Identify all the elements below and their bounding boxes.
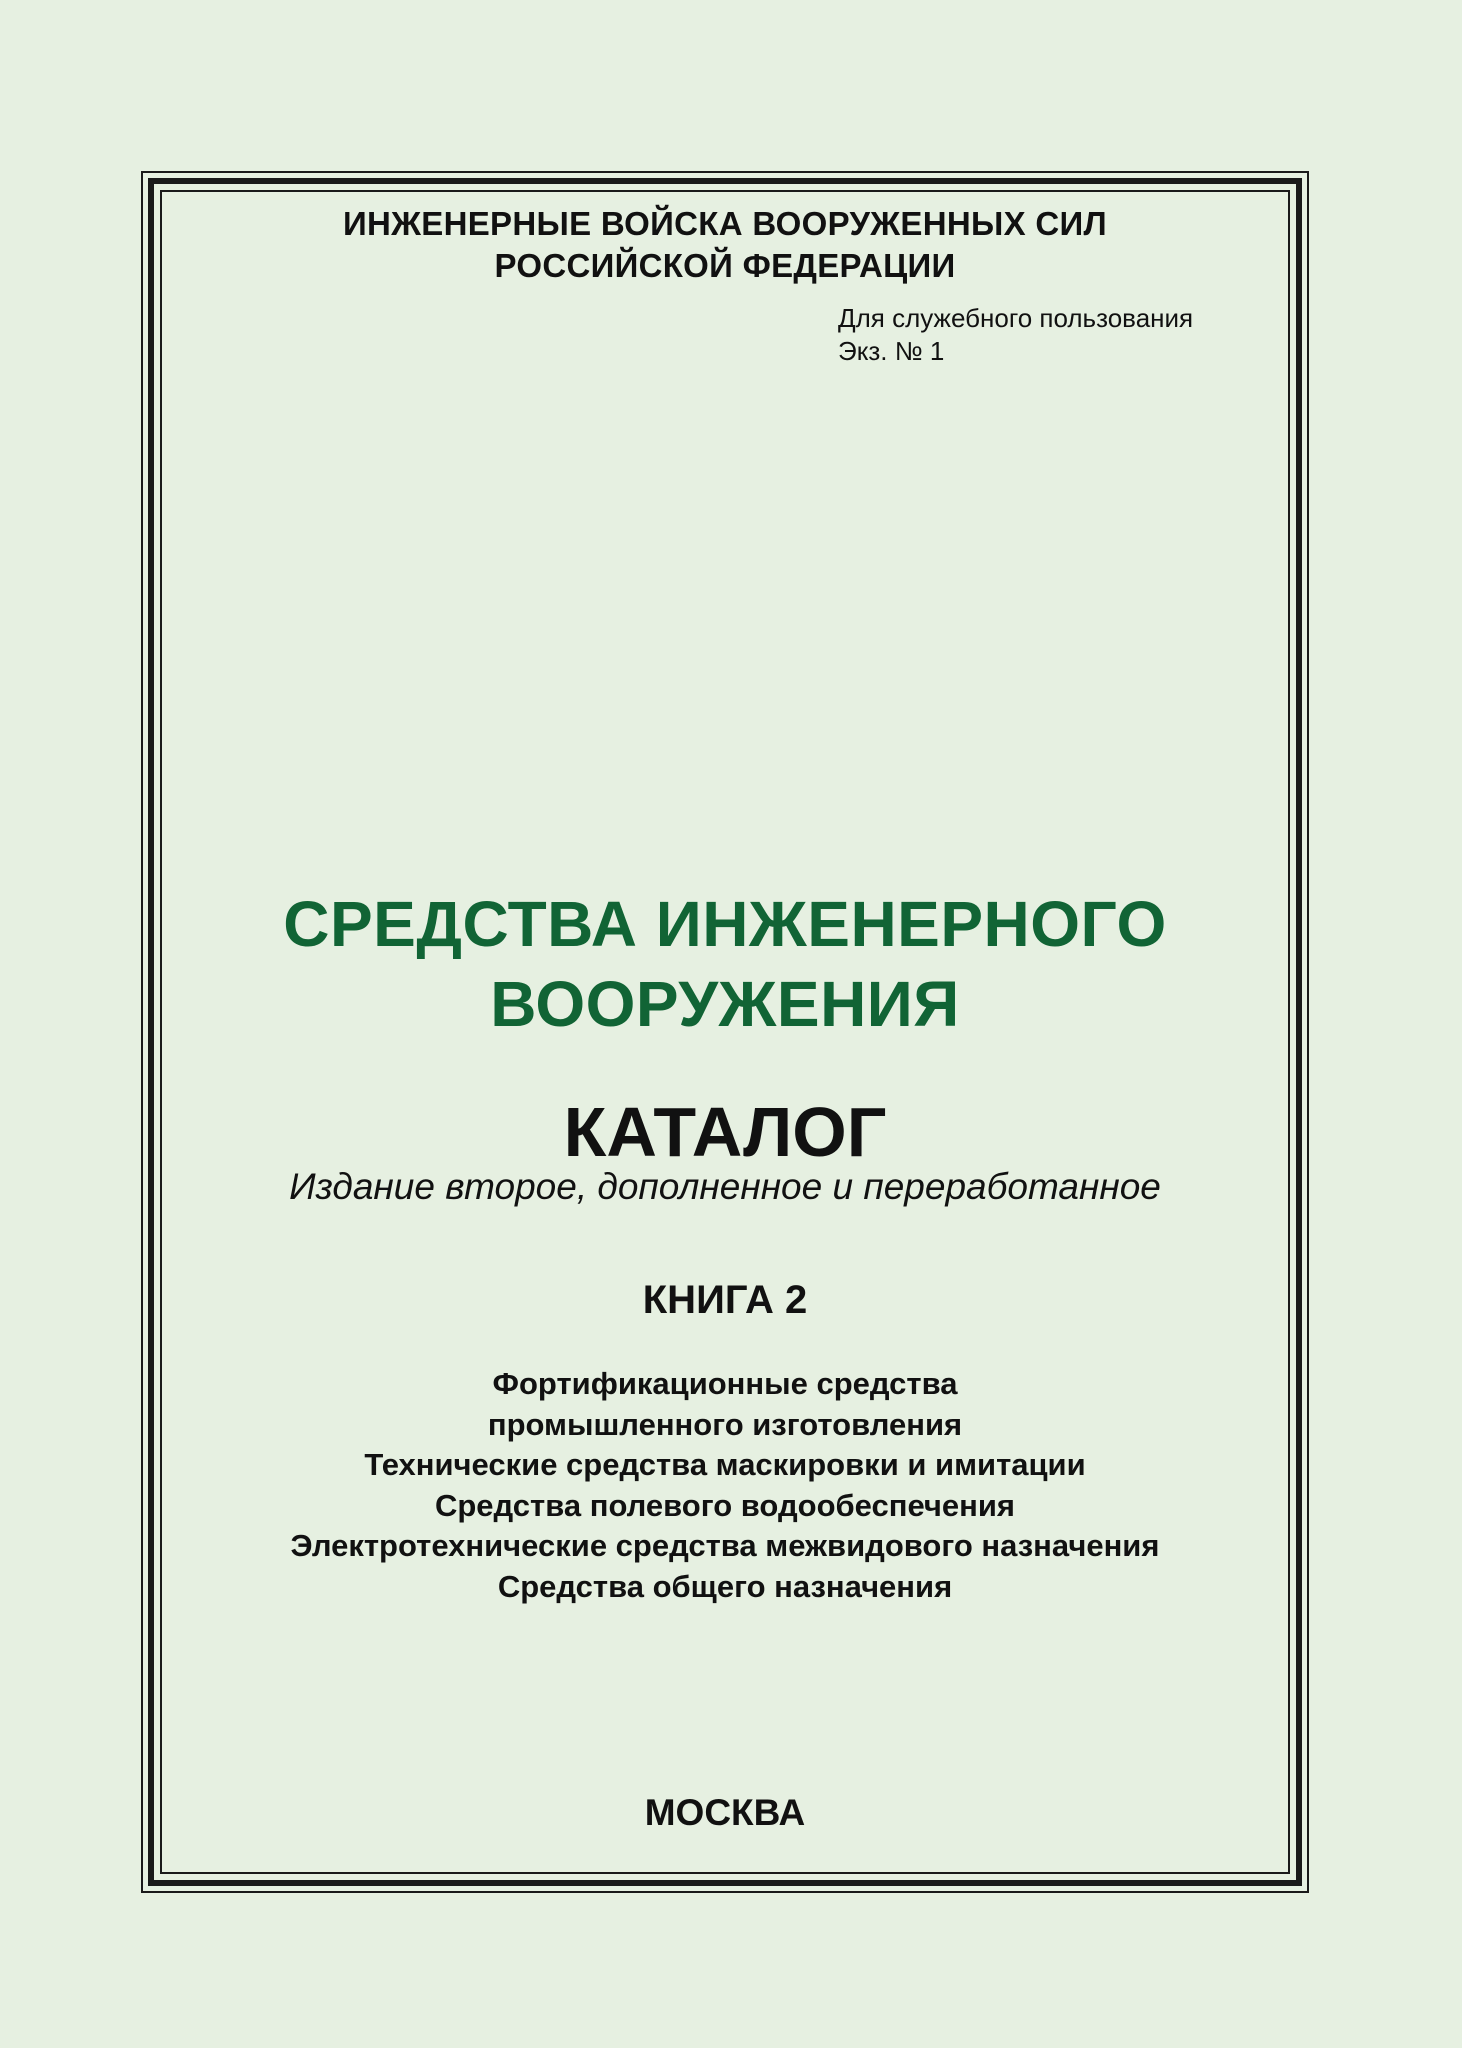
document-title-line-1: СРЕДСТВА ИНЖЕНЕРНОГО [283, 888, 1167, 960]
catalog-label: КАТАЛОГ [563, 1093, 887, 1171]
contents-line: промышленного изготовления [487, 1406, 963, 1442]
book-number: КНИГА 2 [642, 1278, 808, 1322]
contents-line: Средства полевого водообеспечения [434, 1487, 1016, 1523]
edition-note: Издание второе, дополненное и переработанное [289, 1166, 1161, 1207]
contents-line: Технические средства маскировки и имитации [364, 1447, 1086, 1482]
contents-line: Электротехнические средства межвидового назначения [290, 1528, 1160, 1563]
organization-line-2: РОССИЙСКОЙ ФЕДЕРАЦИИ [494, 247, 956, 284]
contents-line: Фортификационные средства [492, 1366, 958, 1401]
publication-city: МОСКВА [644, 1792, 806, 1833]
organization-header [160, 203, 1290, 287]
classification-stamp [838, 302, 1193, 368]
classification-label: Для служебного пользования [838, 303, 1194, 333]
organization-line-1: ИНЖЕНЕРНЫЕ ВОЙСКА ВООРУЖЕННЫХ СИЛ [343, 205, 1107, 242]
contents-list [160, 1364, 1290, 1607]
document-title [160, 884, 1290, 1044]
copy-number: Экз. № 1 [838, 336, 945, 366]
document-title-line-2: ВООРУЖЕНИЯ [490, 968, 960, 1040]
contents-line: Средства общего назначения [497, 1568, 953, 1604]
